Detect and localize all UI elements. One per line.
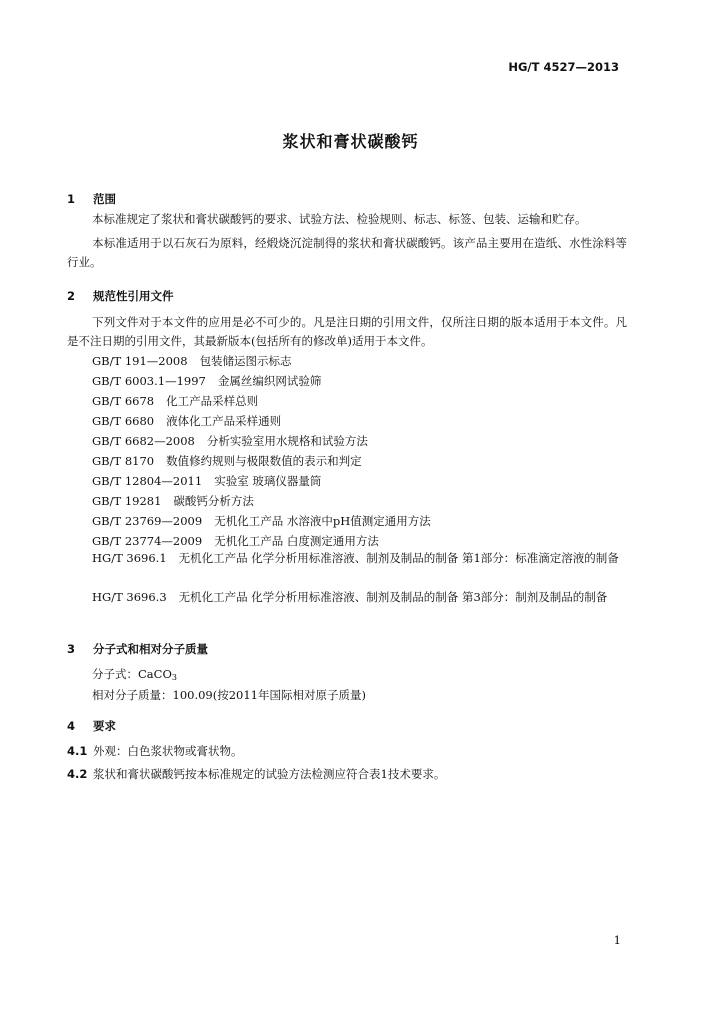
reference-code: GB/T 23769—2009 bbox=[92, 514, 203, 528]
reference-title: 分析实验室用水规格和试验方法 bbox=[206, 434, 368, 448]
reference-title: 化工产品采样总则 bbox=[166, 394, 259, 408]
reference-code: GB/T 6680 bbox=[92, 414, 155, 428]
section-heading-scope bbox=[67, 191, 116, 207]
section-title: 要求 bbox=[93, 719, 116, 733]
reference-code: GB/T 6003.1—1997 bbox=[92, 374, 206, 388]
reference-title: 无机化工产品 化学分析用标准溶液、制剂及制品的制备 第3部分：制剂及制品的制备 bbox=[178, 590, 608, 604]
requirement-item bbox=[67, 765, 632, 784]
reference-item bbox=[67, 452, 632, 471]
reference-item bbox=[67, 492, 632, 511]
requirement-text: 浆状和膏状碳酸钙按本标准规定的试验方法检测应符合表1技术要求。 bbox=[93, 767, 446, 781]
section-heading-references bbox=[67, 288, 174, 304]
requirement-number: 4.1 bbox=[67, 744, 88, 758]
reference-item bbox=[67, 372, 632, 391]
reference-title: 无机化工产品 水溶液中pH值测定通用方法 bbox=[214, 514, 431, 528]
reference-code: GB/T 19281 bbox=[92, 494, 162, 508]
reference-title: 碳酸钙分析方法 bbox=[173, 494, 254, 508]
section-number: 3 bbox=[67, 642, 76, 656]
reference-code: GB/T 23774—2009 bbox=[92, 534, 203, 548]
reference-item bbox=[67, 432, 632, 451]
standard-code: HG/T 4527—2013 bbox=[508, 60, 619, 74]
reference-code: HG/T 3696.1 bbox=[92, 551, 167, 565]
document-title: 浆状和膏状碳酸钙 bbox=[282, 132, 419, 151]
requirement-text: 外观：白色浆状物或膏状物。 bbox=[93, 744, 243, 758]
requirement-number: 4.2 bbox=[67, 767, 88, 781]
reference-title: 实验室 玻璃仪器量筒 bbox=[214, 474, 322, 488]
reference-item bbox=[67, 512, 632, 531]
reference-item bbox=[67, 549, 632, 568]
reference-title: 金属丝编织网试验筛 bbox=[217, 374, 322, 388]
section-number: 4 bbox=[67, 719, 76, 733]
molecular-mass: 相对分子质量：100.09(按2011年国际相对原子质量) bbox=[92, 688, 366, 702]
reference-item bbox=[67, 352, 632, 371]
reference-title: 包装储运图示标志 bbox=[199, 354, 292, 368]
reference-code: GB/T 6682—2008 bbox=[92, 434, 195, 448]
reference-item bbox=[67, 392, 632, 411]
section-title: 分子式和相对分子质量 bbox=[93, 642, 208, 656]
molecular-formula bbox=[92, 665, 177, 687]
reference-code: HG/T 3696.3 bbox=[92, 590, 167, 604]
reference-code: GB/T 6678 bbox=[92, 394, 155, 408]
formula-label: 分子式：CaCO bbox=[92, 667, 172, 681]
section-number: 2 bbox=[67, 289, 76, 303]
reference-title: 无机化工产品 化学分析用标准溶液、制剂及制品的制备 第1部分：标准滴定溶液的制备 bbox=[178, 551, 619, 565]
reference-title: 液体化工产品采样通则 bbox=[166, 414, 282, 428]
reference-item bbox=[67, 588, 632, 607]
paragraph: 下列文件对于本文件的应用是必不可少的。凡是注日期的引用文件，仅所注日期的版本适用于本文件。凡是不注日期的引用文件，其最新版本(包括所有的修改单)适用于本文件。 bbox=[67, 315, 627, 348]
page-number: 1 bbox=[613, 933, 621, 947]
paragraph: 本标准适用于以石灰石为原料，经煅烧沉淀制得的浆状和膏状碳酸钙。该产品主要用在造纸、水性涂料等行业。 bbox=[67, 236, 627, 269]
reference-code: GB/T 8170 bbox=[92, 454, 155, 468]
requirement-item bbox=[67, 742, 632, 761]
section-heading-formula bbox=[67, 641, 208, 657]
section-number: 1 bbox=[67, 192, 76, 206]
paragraph: 本标准规定了浆状和膏状碳酸钙的要求、试验方法、检验规则、标志、标签、包装、运输和贮存。 bbox=[92, 212, 587, 226]
section-title: 范围 bbox=[93, 192, 116, 206]
reference-title: 无机化工产品 白度测定通用方法 bbox=[214, 534, 379, 548]
reference-item bbox=[67, 472, 632, 491]
reference-title: 数值修约规则与极限数值的表示和判定 bbox=[166, 454, 362, 468]
reference-item bbox=[67, 412, 632, 431]
formula-subscript: 3 bbox=[171, 673, 177, 682]
reference-code: GB/T 191—2008 bbox=[92, 354, 188, 368]
reference-code: GB/T 12804—2011 bbox=[92, 474, 203, 488]
section-title: 规范性引用文件 bbox=[93, 289, 174, 303]
section-heading-requirements bbox=[67, 718, 116, 734]
